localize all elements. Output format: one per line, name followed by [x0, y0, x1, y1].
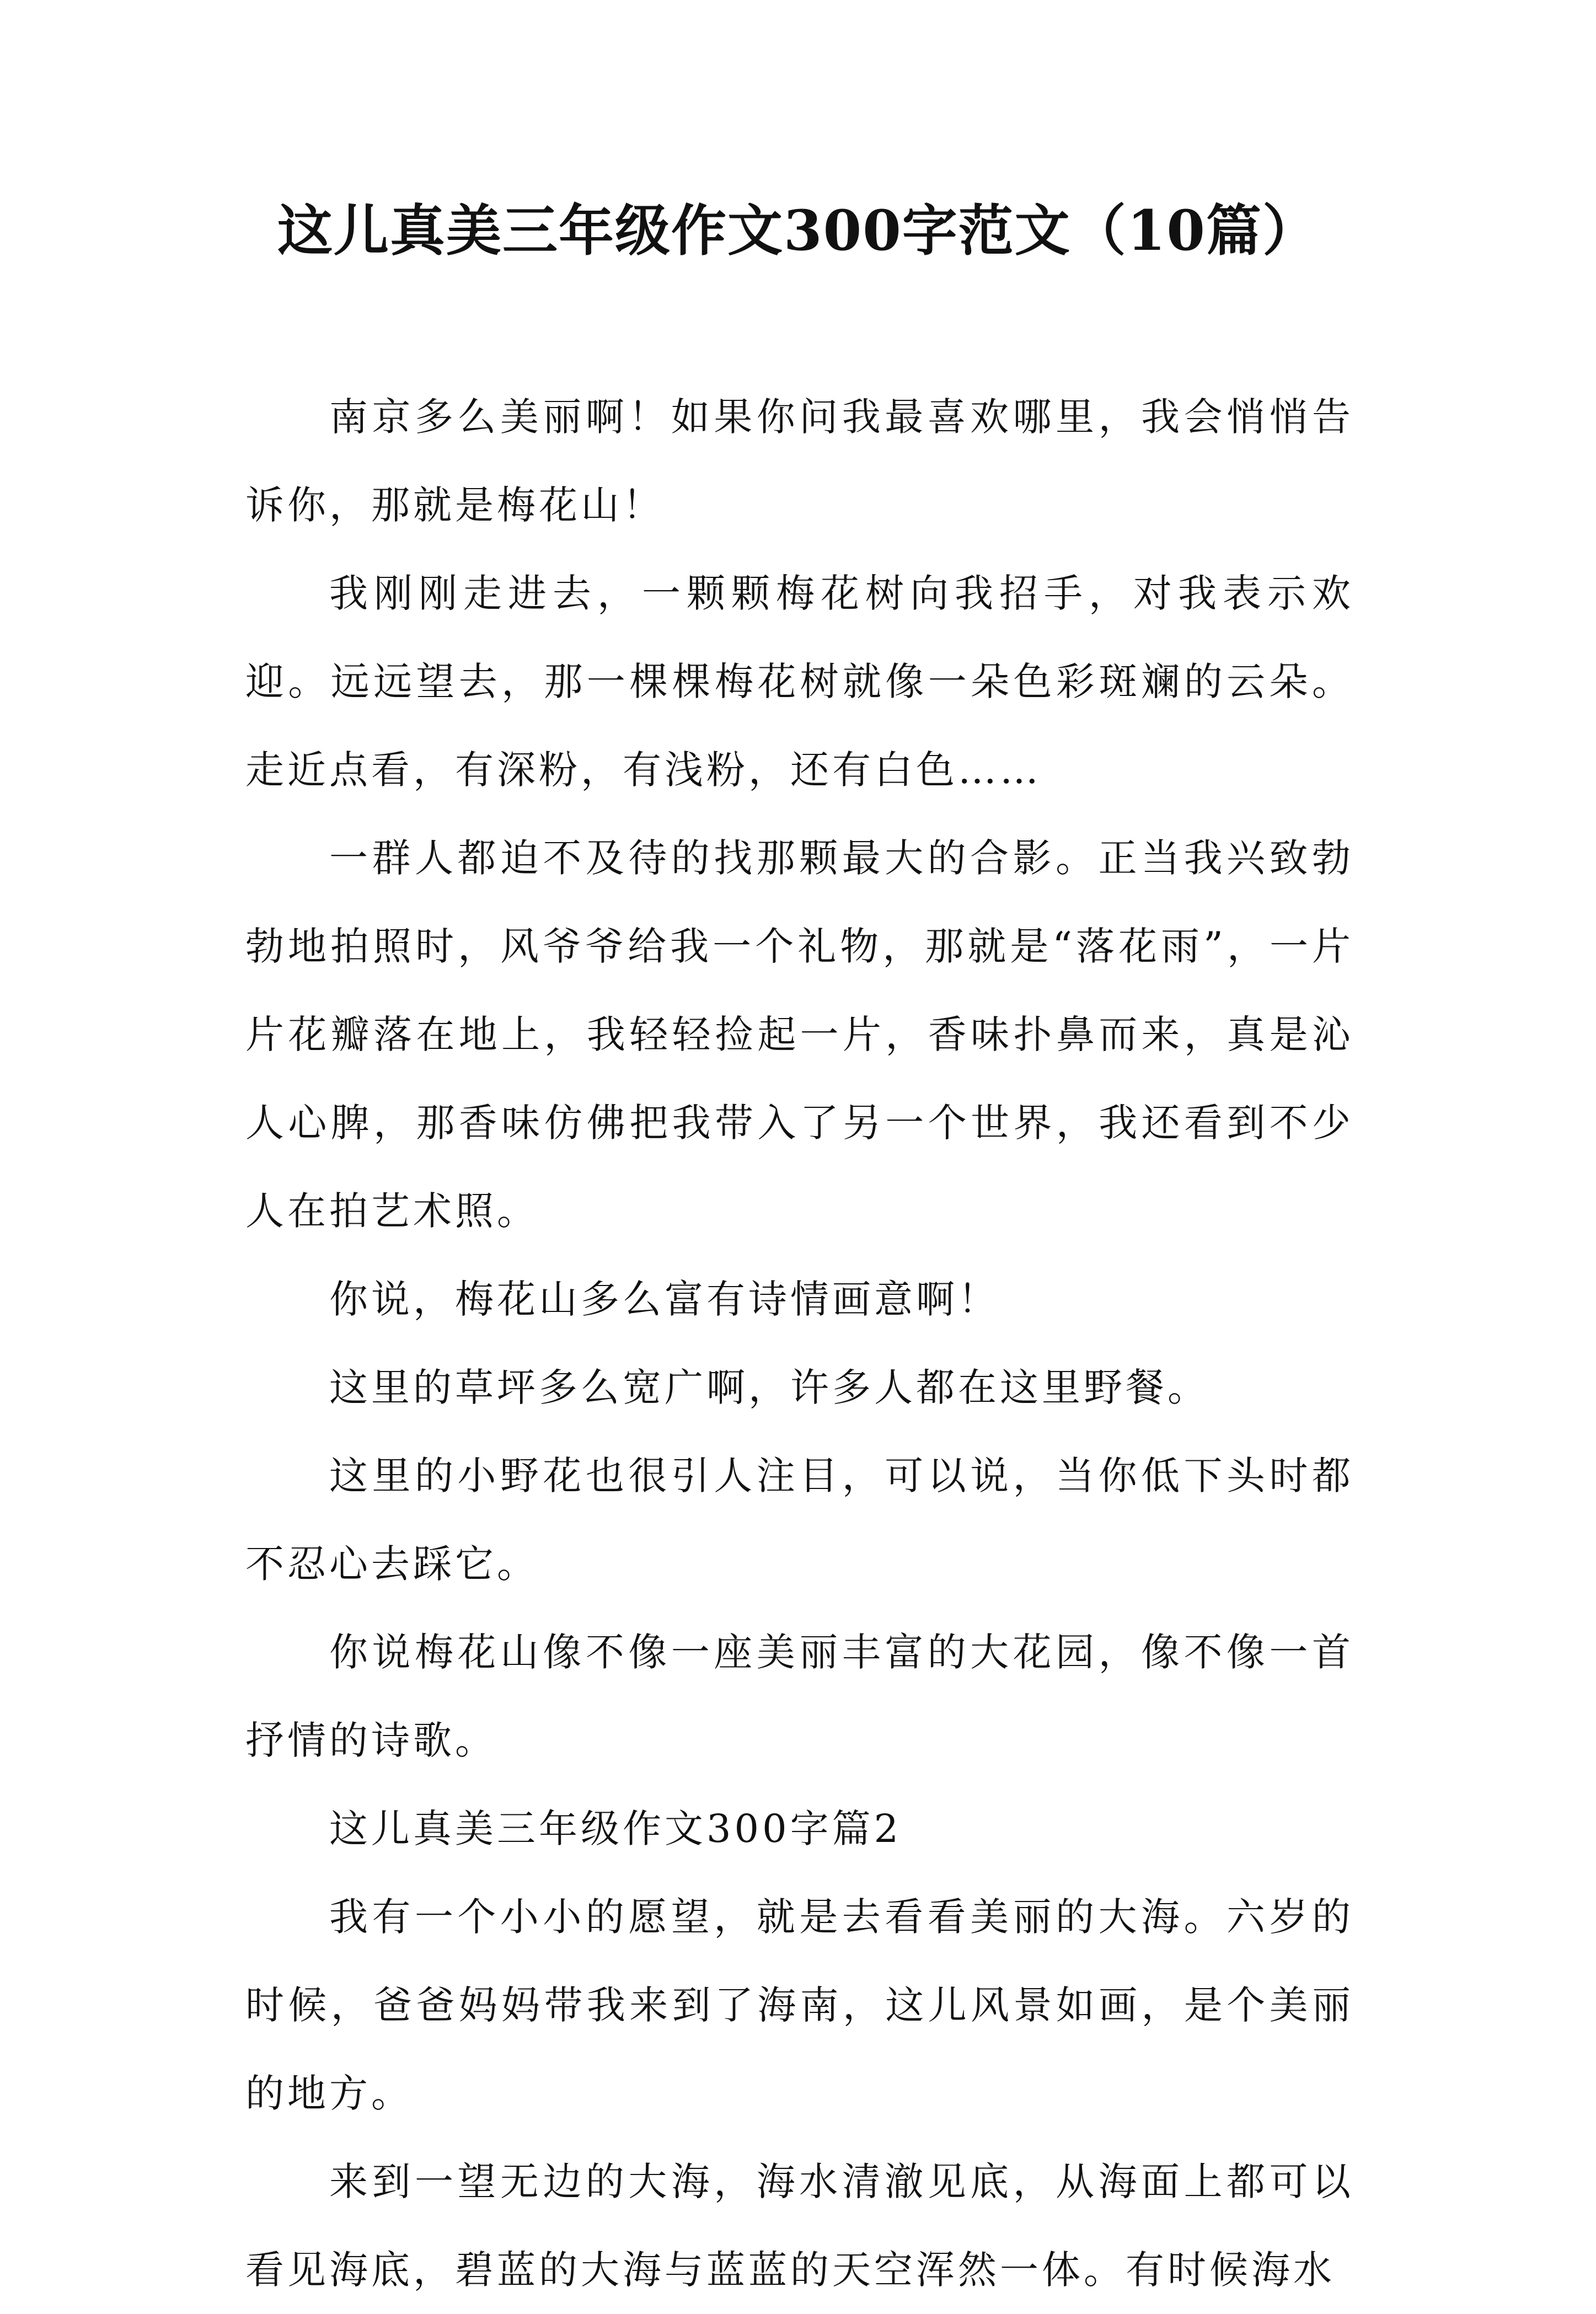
- section-heading: 这儿真美三年级作文300字篇2: [329, 1806, 902, 1851]
- document-body: [245, 373, 1354, 2314]
- paragraph: 我有一个小小的愿望，就是去看看美丽的大海。六岁的时候，爸爸妈妈带我来到了海南，这儿风景如画，是个美丽的地方。: [245, 1894, 1354, 2116]
- paragraph: 来到一望无边的大海，海水清澈见底，从海面上都可以看见海底，碧蓝的大海与蓝蓝的天空浑然一体。有时候海水: [245, 2159, 1354, 2292]
- paragraph: 我刚刚走进去，一颗颗梅花树向我招手，对我表示欢迎。远远望去，那一棵棵梅花树就像一朵色彩斑斓的云朵。走近点看，有深粉，有浅粉，还有白色……: [245, 571, 1354, 792]
- paragraph: 一群人都迫不及待的找那颗最大的合影。正当我兴致勃勃地拍照时，风爷爷给我一个礼物，那就是“落花雨”，一片片花瓣落在地上，我轻轻捡起一片，香味扑鼻而来，真是沁人心脾，那香味仿佛把我带入了另一个世界，我还看到不少人在拍艺术照。: [245, 835, 1354, 1234]
- paragraph: 南京多么美丽啊！如果你问我最喜欢哪里，我会悄悄告诉你，那就是梅花山！: [245, 394, 1354, 528]
- paragraph: 你说梅花山像不像一座美丽丰富的大花园，像不像一首抒情的诗歌。: [245, 1630, 1354, 1763]
- paragraph: 你说，梅花山多么富有诗情画意啊！: [329, 1277, 1000, 1322]
- paragraph: 这里的草坪多么宽广啊，许多人都在这里野餐。: [329, 1365, 1209, 1410]
- document-title: 这儿真美三年级作文300字范文（10篇）: [277, 198, 1319, 263]
- paragraph: 这里的小野花也很引人注目，可以说，当你低下头时都不忍心去踩它。: [245, 1453, 1354, 1587]
